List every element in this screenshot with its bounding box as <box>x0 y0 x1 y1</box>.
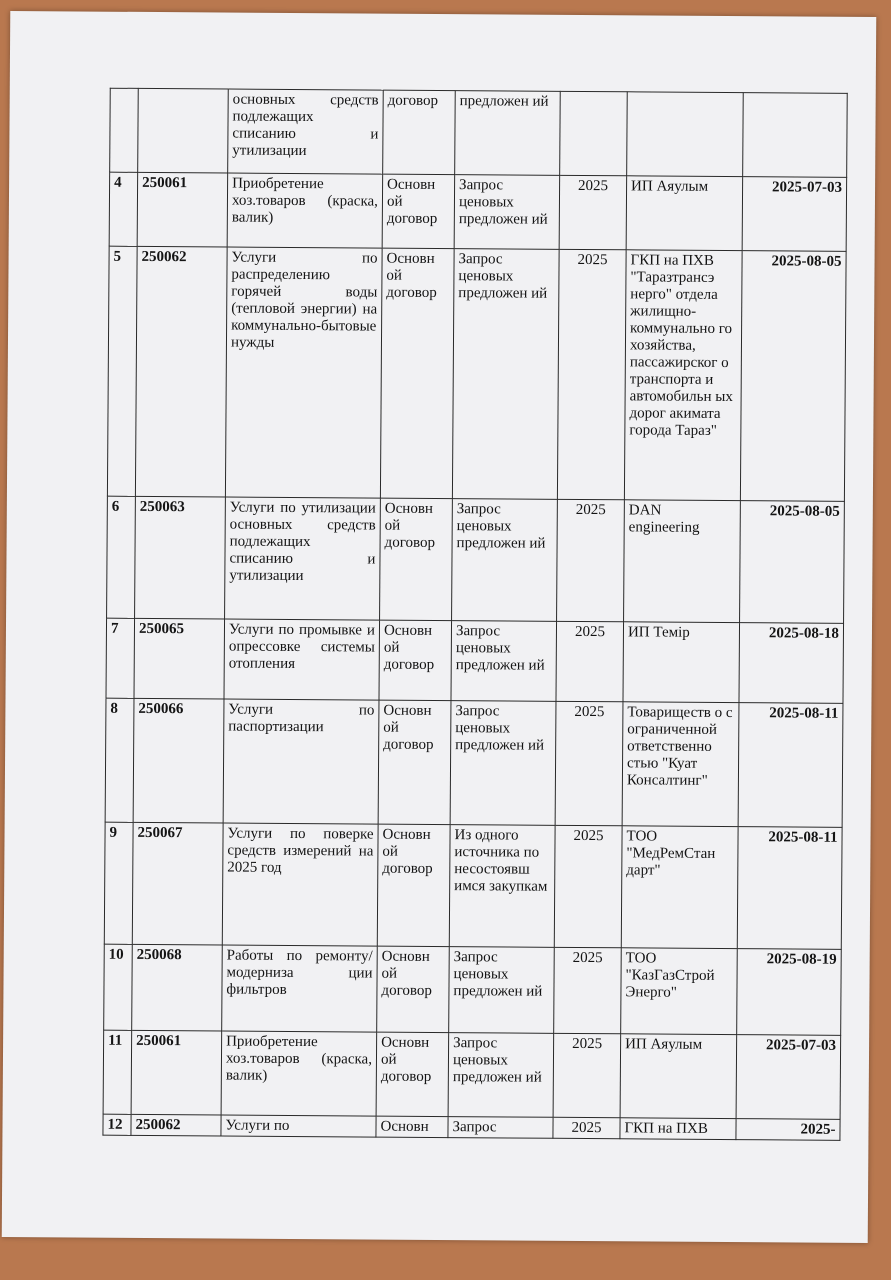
supplier-cell: ГКП на ПХВ <box>620 1118 736 1140</box>
subject-cell: Услуги по <box>221 1115 376 1137</box>
year-cell: 2025 <box>555 701 623 825</box>
supplier-cell: ИП Аяулым <box>620 1034 737 1119</box>
table-row <box>103 1114 840 1140</box>
contract-type-cell: договор <box>383 90 456 175</box>
date-cell: 2025-08-05 <box>740 501 845 624</box>
lot-code: 250061 <box>131 1030 222 1115</box>
row-number <box>110 88 139 172</box>
subject-cell: Услуги по распределению горячей воды (тепловой энергии) на коммунально-бытовые нужды <box>225 247 382 498</box>
supplier-cell: Товариществ о с ограниченной ответственно стью "Куат Консалтинг" <box>622 702 739 827</box>
contract-type-cell: Основн ой договор <box>378 700 451 824</box>
date-cell: 2025-08-05 <box>740 251 846 502</box>
procurement-method-cell: Запрос ценовых предложен ий <box>451 621 557 702</box>
supplier-cell: DAN engineering <box>624 500 741 623</box>
supplier-cell: ИП Темір <box>623 622 740 703</box>
date-cell: 2025-08-19 <box>737 949 842 1036</box>
procurement-method-cell: Запрос ценовых предложен ий <box>454 175 560 250</box>
row-number: 6 <box>107 496 136 618</box>
subject-cell: Услуги по промывке и опрессовке системы отопления <box>224 619 380 700</box>
subject-cell: Приобретение хоз.товаров (краска, валик) <box>221 1031 377 1116</box>
year-cell: 2025 <box>557 499 625 621</box>
table-row <box>107 246 846 501</box>
procurement-method-cell: Запрос ценовых предложен ий <box>450 701 556 826</box>
year-cell <box>560 91 628 175</box>
lot-code <box>138 88 229 173</box>
row-number: 10 <box>104 944 133 1030</box>
contract-type-cell: Основн ой договор <box>376 1032 449 1117</box>
year-cell: 2025 <box>559 175 627 249</box>
subject-cell: основных средств подлежащих списанию и утилизации <box>228 89 384 174</box>
procurement-method-cell: Запрос ценовых предложен ий <box>449 947 555 1034</box>
row-number: 8 <box>105 698 134 822</box>
date-cell: 2025-08-11 <box>738 703 843 828</box>
subject-cell: Приобретение хоз.товаров (краска, валик) <box>227 173 383 248</box>
year-cell: 2025 <box>554 947 622 1033</box>
table-row <box>106 618 844 703</box>
table-row <box>104 944 842 1035</box>
supplier-cell: ТОО "КазГазСтрой Энерго" <box>621 948 738 1035</box>
date-cell: 2025- <box>736 1119 840 1141</box>
table-row <box>104 822 842 949</box>
contract-type-cell: Основн ой договор <box>377 946 450 1033</box>
date-cell: 2025-08-18 <box>739 623 844 704</box>
subject-cell: Работы по ремонту/модерниза ции фильтров <box>222 945 378 1032</box>
date-cell <box>743 93 848 178</box>
supplier-cell: ГКП на ПХВ "Таразтрансэ нерго" отдела жилищно-коммунально го хозяйства, пассажирског о транспорта и автомобильн ых дорог акимата города Тараз" <box>624 250 742 501</box>
procurement-method-cell: Запрос ценовых предложен ий <box>452 249 559 500</box>
procurement-method-cell: Из одного источника по несостоявш имся закупкам <box>449 825 555 948</box>
date-cell: 2025-07-03 <box>736 1035 841 1120</box>
year-cell: 2025 <box>553 1033 621 1117</box>
contract-type-cell: Основн ой договор <box>382 174 455 249</box>
lot-code: 250062 <box>131 1114 221 1136</box>
row-number: 4 <box>109 172 138 246</box>
supplier-cell <box>627 92 744 177</box>
procurement-table <box>102 88 847 1141</box>
procurement-method-cell: Запрос ценовых предложен ий <box>448 1033 554 1118</box>
date-cell: 2025-08-11 <box>737 827 842 950</box>
supplier-cell: ИП Аяулым <box>626 176 743 251</box>
year-cell: 2025 <box>554 825 622 947</box>
row-number: 7 <box>106 618 135 698</box>
contract-type-cell: Основн <box>376 1116 448 1138</box>
table-row <box>109 172 846 251</box>
table-row <box>107 496 845 623</box>
year-cell: 2025 <box>553 1117 620 1138</box>
lot-code: 250063 <box>135 496 226 619</box>
procurement-method-cell: Запрос ценовых предложен ий <box>452 499 558 622</box>
table-row <box>103 1030 841 1119</box>
supplier-cell: ТОО "МедРемСтан дарт" <box>621 826 738 949</box>
row-number: 5 <box>107 246 137 496</box>
contract-type-cell: Основн ой договор <box>377 824 450 946</box>
subject-cell: Услуги по паспортизации <box>223 699 379 824</box>
contract-type-cell: Основн ой договор <box>380 248 454 498</box>
row-number: 12 <box>103 1114 131 1135</box>
row-number: 9 <box>104 822 133 944</box>
year-cell: 2025 <box>557 249 626 499</box>
lot-code: 250061 <box>137 172 228 247</box>
contract-type-cell: Основн ой договор <box>379 620 452 701</box>
procurement-method-cell: предложен ий <box>455 91 561 176</box>
subject-cell: Услуги по утилизации основных средств подлежащих списанию и утилизации <box>225 497 381 620</box>
lot-code: 250062 <box>135 246 227 497</box>
lot-code: 250068 <box>132 944 223 1031</box>
lot-code: 250067 <box>132 822 223 945</box>
procurement-method-cell: Запрос <box>448 1117 553 1139</box>
row-number: 11 <box>103 1030 132 1114</box>
subject-cell: Услуги по поверке средств измерений на 2025 год <box>222 823 378 946</box>
table-row <box>105 698 843 827</box>
lot-code: 250065 <box>134 618 225 699</box>
contract-type-cell: Основн ой договор <box>380 498 453 620</box>
document-page <box>2 11 877 1243</box>
table-row <box>110 88 848 177</box>
lot-code: 250066 <box>133 698 224 823</box>
year-cell: 2025 <box>556 621 624 701</box>
date-cell: 2025-07-03 <box>742 177 847 252</box>
